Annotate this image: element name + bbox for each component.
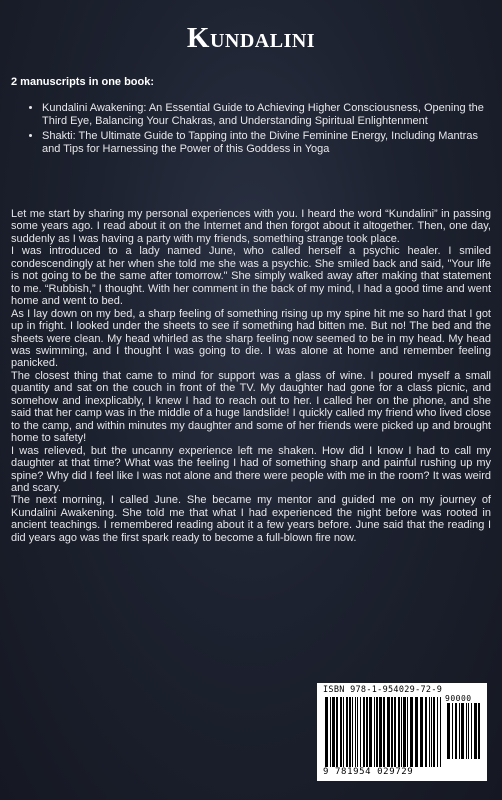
barcode-bar <box>466 703 467 759</box>
barcode-bar <box>415 697 418 767</box>
barcode-bar <box>468 703 469 759</box>
book-title: Kundalini <box>186 22 316 54</box>
barcode-bar <box>387 697 390 767</box>
barcode-digits: 9 781954 029729 <box>323 767 414 777</box>
barcode-bar <box>401 697 402 767</box>
barcode-bar <box>398 697 400 767</box>
barcode-bar <box>352 697 353 767</box>
barcode-bars <box>325 697 441 767</box>
barcode-bar <box>433 697 435 767</box>
isbn-barcode <box>317 683 487 781</box>
barcode-bar <box>340 697 342 767</box>
barcode-bar <box>369 697 372 767</box>
barcode-bar <box>461 703 464 759</box>
barcode-bar <box>403 697 406 767</box>
barcode-bar <box>357 697 358 767</box>
barcode-bar <box>478 703 480 759</box>
barcode-bar <box>391 697 393 767</box>
paragraph: I was relieved, but the uncanny experience left me shaken. How did I know I had to call my daughter at that time? What was the feeling I had of something sharp and painful rushing up my spine? Why did I feel like I was not alone and there were people with me in the room? It was weird and scary. <box>11 444 491 494</box>
paragraph: The next morning, I called June. She became my mentor and guided me on my journey of Kundalini Awakening. She told me that what I had experienced the night before was rooted in ancient teachings. I remembered reading about it a few years before. June said that the reading I did years ago was the first spark ready to become a full-blown fire now. <box>11 494 491 544</box>
barcode-addon-number: 90000 <box>445 694 472 703</box>
barcode-bar <box>407 697 408 767</box>
barcode-bar <box>343 697 344 767</box>
barcode-bar <box>429 697 430 767</box>
barcode-bar <box>374 697 375 767</box>
barcode-bar <box>349 697 351 767</box>
barcode-bar <box>363 697 365 767</box>
barcode-bar <box>332 697 335 767</box>
manuscripts-intro: 2 manuscripts in one book: <box>11 76 155 88</box>
barcode-bar <box>325 697 328 767</box>
barcode-bar <box>455 703 457 759</box>
manuscript-item: • Kundalini Awakening: An Essential Guide to Achieving Higher Consciousness, Opening the Third Eye, Balancing Your Chakras, and Understanding Spiritual Enlightenment <box>42 102 490 127</box>
barcode-bar <box>355 697 356 767</box>
barcode-bar <box>376 697 378 767</box>
barcode-bar <box>474 703 477 759</box>
barcode-bar <box>330 697 331 767</box>
isbn-label: ISBN 978-1-954029-72-9 <box>323 685 443 695</box>
barcode-bar <box>360 697 361 767</box>
paragraph: Let me start by sharing my personal experiences with you. I heard the word “Kundalini” in passing some years ago. I read about it on the Internet and then forgot about it altogether. Then, one day, suddenly as I was having a party with my friends, something strange took place. <box>11 208 491 245</box>
barcode-bar <box>336 697 338 767</box>
barcode-bar <box>437 697 438 767</box>
description-body <box>11 208 491 544</box>
manuscript-item: • Shakti: The Ultimate Guide to Tapping into the Divine Feminine Energy, Including Mantras and Tips for Harnessing the Power of this Goddess in Yoga <box>42 130 490 155</box>
barcode-bar <box>394 697 396 767</box>
paragraph: The closest thing that came to mind for support was a glass of wine. I poured myself a small quantity and sat on the couch in front of the TV. My daughter had gone for a class picnic, and somehow and inexplicably, I knew I had to reach out to her. I called her on the phone, and she said that her camp was in the middle of a huge landslide! I quickly called my friend who lived close to the camp, and within minutes my daughter and some of her friends were picked up and brought home to safety! <box>11 369 491 445</box>
barcode-bar <box>366 697 368 767</box>
paragraph: As I lay down on my bed, a sharp feeling of something rising up my spine hit me so hard that I got up in fright. I looked under the sheets to see if something had bitten me. But no! The bed and the sheets were clean. My head whirled as the sharp feeling now seemed to be in my head. My head was swimming, and I thought I was going to die. I was alone at home and remember feeling panicked. <box>11 307 491 370</box>
paragraph: I was introduced to a lady named June, who called herself a psychic healer. I smiled condescendingly at her when she told me she was a psychic. She smiled back and said, "Your life is not going to be the same after tomorrow." She simply walked away after making that statement to me. “Rubbish,” I thought. With her comment in the back of my mind, I had a good time and went home and went to bed. <box>11 245 491 308</box>
barcode-bar <box>431 697 432 767</box>
barcode-bar <box>379 697 382 767</box>
barcode-bar <box>383 697 385 767</box>
barcode-bar <box>447 703 450 759</box>
barcode-bar <box>410 697 413 767</box>
barcode-addon-bars <box>447 703 481 759</box>
barcode-bar <box>346 697 348 767</box>
barcode-bar <box>425 697 427 767</box>
barcode-bar <box>471 703 472 759</box>
barcode-bar <box>452 703 453 759</box>
manuscript-list <box>28 102 490 158</box>
barcode-bar <box>459 703 460 759</box>
barcode-bar <box>440 697 441 767</box>
barcode-bar <box>420 697 423 767</box>
